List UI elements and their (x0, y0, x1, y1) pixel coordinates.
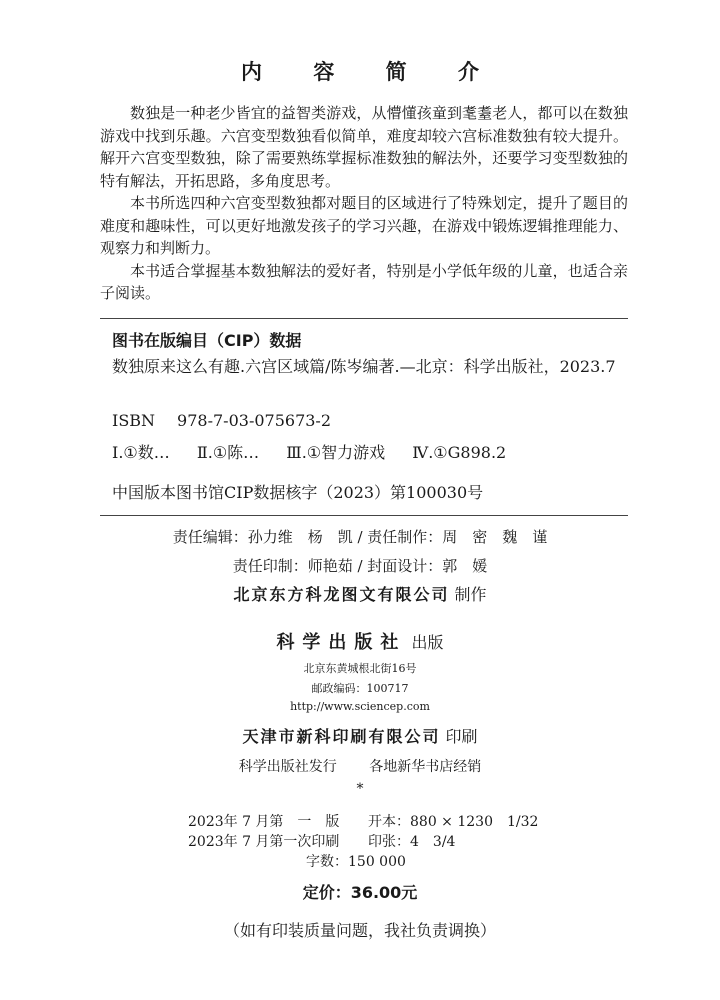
separator-star: * (356, 781, 364, 797)
printer-suffix: 印刷 (445, 727, 478, 746)
divider (100, 515, 628, 516)
format: 开本：880 × 1230 1/32 (368, 814, 539, 830)
publisher-name: 科学出版社 (276, 632, 407, 653)
isbn-line (112, 408, 628, 434)
isbn-label: ISBN (112, 411, 156, 430)
publisher-line (0, 628, 720, 654)
spec-row (188, 812, 539, 832)
cip-heading: 图书在版编目（CIP）数据 (112, 331, 302, 350)
print-design-credits: 责任印制：师艳茹 / 封面设计：郭 媛 (232, 557, 488, 575)
producer-suffix: 制作 (454, 585, 487, 604)
printer-line (0, 724, 720, 747)
intro-paragraph: 本书所选四种六宫变型数独都对题目的区域进行了特殊划定，提升了题目的难度和趣味性，可以更好地激发孩子的学习兴趣，在游戏中锻炼逻辑推理能力、观察力和判断力。 (100, 194, 628, 257)
edition: 2023年 7 月第 一 版 (188, 814, 340, 830)
cip-record: 数独原来这么有趣.六宫区域篇/陈岑编著.—北京：科学出版社，2023.7 (112, 357, 616, 376)
classification-item: Ⅰ.①数… (112, 443, 170, 462)
intro-paragraph: 数独是一种老少皆宜的益智类游戏，从懵懂孩童到耄耋老人，都可以在数独游戏中找到乐趣。六宫变型数独看似简单，难度却较六宫标准数独有较大提升。解开六宫变型数独，除了需要熟练掌握标准数独的解法外，还要学习变型数独的特有解法，开拓思路，多角度思考。 (100, 104, 628, 190)
publisher-address: 北京东黄城根北街16号 (303, 662, 417, 675)
producer-name: 北京东方科龙图文有限公司 (233, 585, 450, 604)
word-count: 字数：150 000 (306, 854, 406, 870)
printing: 2023年 7 月第一次印刷 (188, 834, 340, 850)
publisher-url: http://www.sciencep.com (290, 700, 430, 713)
distribution-line (0, 756, 720, 776)
introduction (100, 102, 628, 305)
isbn-number: 978-7-03-075673-2 (177, 411, 332, 430)
intro-paragraph: 本书适合掌握基本数独解法的爱好者，特别是小学低年级的儿童，也适合亲子阅读。 (100, 261, 628, 302)
publisher-suffix: 出版 (411, 633, 444, 652)
classification-item: Ⅲ.①智力游戏 (286, 443, 386, 462)
price: 定价：36.00元 (302, 883, 418, 902)
cip-number: 中国版本图书馆CIP数据核字（2023）第100030号 (112, 483, 484, 502)
seller: 各地新华书店经销 (369, 759, 482, 775)
page-title: 内 容 简 介 (241, 60, 501, 84)
producer-line (0, 582, 720, 605)
sheets: 印张：4 3/4 (368, 834, 456, 850)
printer-name: 天津市新科印刷有限公司 (242, 727, 441, 746)
classification-line (112, 440, 628, 466)
quality-notice: （如有印装质量问题，我社负责调换） (223, 921, 496, 940)
editor-credits: 责任编辑：孙力维 杨 凯 / 责任制作：周 密 魏 谨 (172, 528, 548, 546)
spec-row (188, 832, 456, 852)
divider (100, 318, 628, 319)
classification-item: Ⅳ.①G898.2 (412, 443, 507, 462)
distributor: 科学出版社发行 (238, 759, 337, 775)
classification-item: Ⅱ.①陈… (196, 443, 260, 462)
publisher-postcode: 邮政编码：100717 (311, 682, 409, 695)
